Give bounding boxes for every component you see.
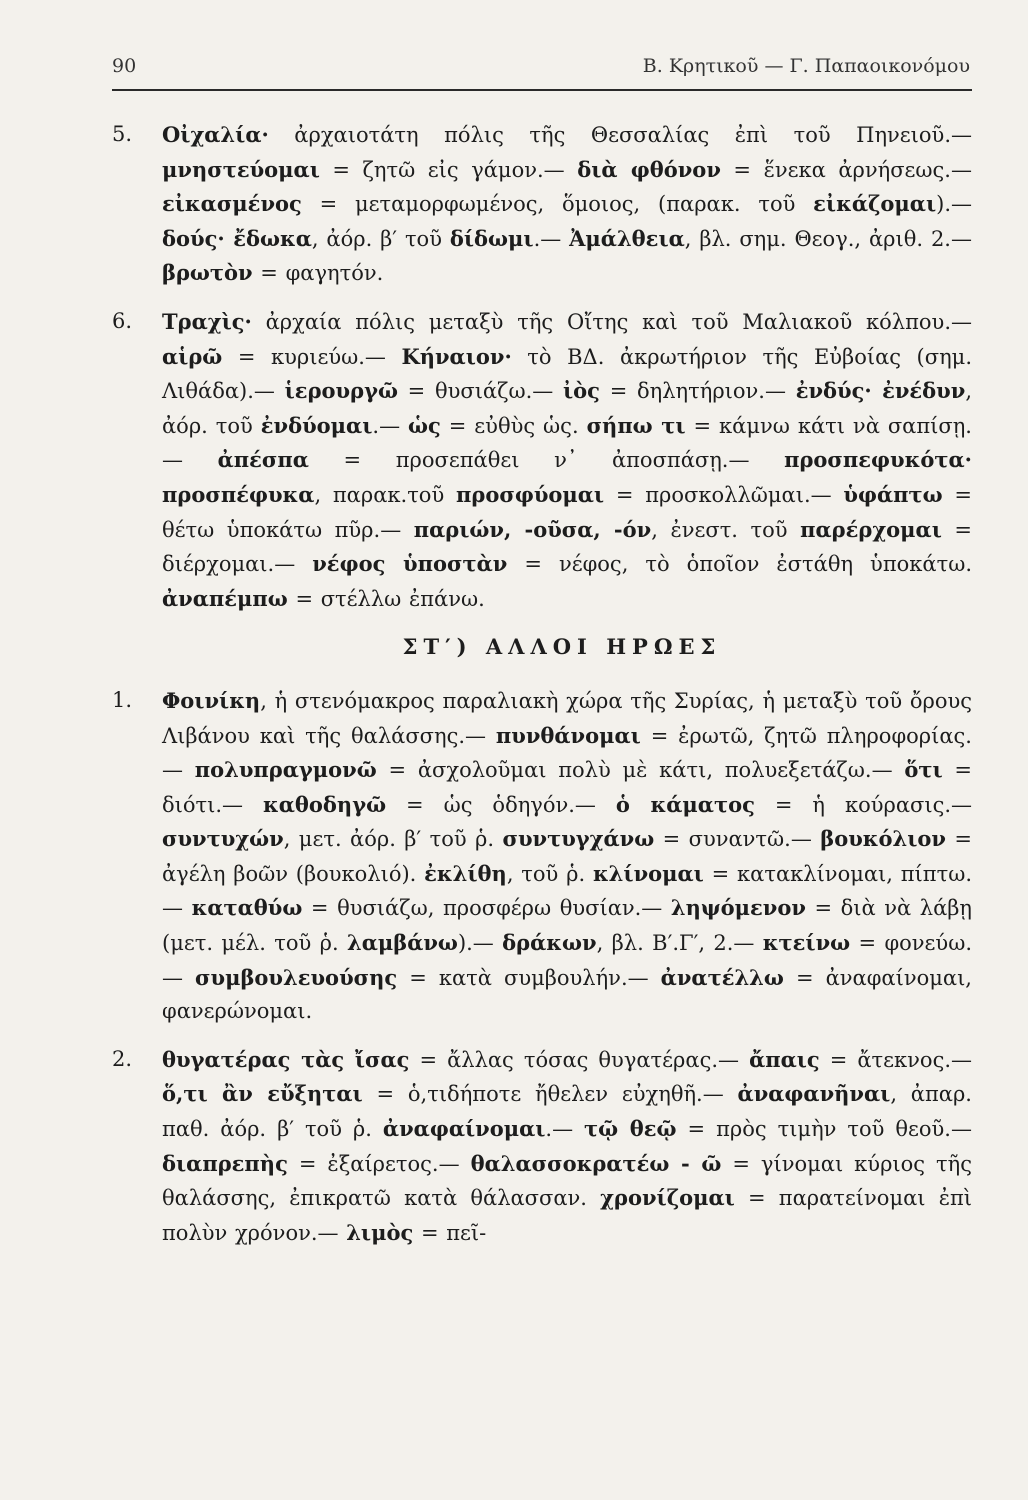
headword: ἰὸς	[563, 378, 600, 404]
section-heading: ΣΤ′) ΑΛΛΟΙ ΗΡΩΕΣ	[402, 634, 722, 660]
definition-text: = ἀσχολοῦμαι πολὺ μὲ κάτι, πολυεξετάζω.—	[376, 758, 905, 783]
definition-text: = εὐθὺς ὡς.	[440, 413, 587, 438]
section-one-entries	[112, 118, 972, 616]
definition-text: , ἀόρ. β′ τοῦ	[311, 226, 450, 251]
definition-text: = προσκολλῶμαι.—	[604, 482, 844, 507]
definition-text: .—	[545, 1117, 585, 1142]
headword: Τραχὶς·	[162, 308, 252, 334]
headword: Φοινίκη	[162, 687, 261, 713]
headword: συμβουλευούσης	[195, 964, 398, 990]
definition-text: ).—	[936, 192, 972, 217]
entry-number: 5.	[112, 122, 133, 146]
entry-number: 6.	[112, 308, 133, 333]
definition-text: ἀρχαία πόλις μεταξὺ τῆς Οἴτης καὶ τοῦ Μαλιακοῦ κόλπου.—	[251, 309, 972, 334]
definition-text: , βλ. σημ. Θεογ., ἀριθ. 2.—	[684, 226, 972, 251]
headword: ἀναφανῆναι	[737, 1081, 891, 1107]
definition-text: = δηλητήριον.—	[599, 379, 796, 404]
headword: νέφος ὑποστὰν	[312, 551, 508, 577]
headword: λιμὸς	[346, 1219, 414, 1245]
entry-text	[162, 305, 972, 616]
definition-text: = ζητῶ εἰς γάμον.—	[319, 157, 578, 182]
headword: ἀναπέμπω	[162, 585, 288, 611]
headword: δίδωμι	[449, 225, 534, 251]
headword: ἱερουργῶ	[284, 378, 398, 404]
definition-text: = διότι.—	[162, 758, 972, 817]
headword: Κήναιον·	[401, 343, 512, 369]
headword: εἰκασμένος	[162, 191, 302, 217]
definition-text: , τοῦ ῥ.	[506, 861, 593, 886]
headword: χρονίζομαι	[600, 1185, 735, 1211]
headword: θυγατέρας τὰς ἴσας	[162, 1046, 410, 1072]
headword: ἀναφαίνομαι	[382, 1116, 546, 1142]
headword: θαλασσοκρατέω - ῶ	[470, 1150, 722, 1176]
headword: ὅτι	[904, 757, 943, 783]
definition-text: = μεταμορφωμένος, ὅμοιος, (παρακ. τοῦ	[301, 192, 814, 217]
definition-text: = ὁ,τιδήποτε ἤθελεν εὐχηθῆ.—	[362, 1082, 738, 1107]
headword: ἀνατέλλω	[660, 964, 784, 990]
entry-number: 1.	[112, 687, 133, 712]
definition-text: = θυσιάζω.—	[397, 379, 564, 404]
glossary-entry	[112, 684, 972, 1029]
definition-text: = φονεύω.—	[162, 931, 973, 990]
headword: ἐνδύς· ἐνέδυν	[795, 378, 966, 404]
headword: ληψόμενον	[670, 895, 806, 921]
definition-text: = πρὸς τιμὴν τοῦ θεοῦ.—	[676, 1117, 972, 1142]
headword: βουκόλιον	[820, 826, 946, 852]
headword: μνηστεύομαι	[162, 156, 320, 182]
definition-text: = ἄτεκνος.—	[819, 1047, 973, 1072]
headword: παριών, -οῦσα, -όν	[413, 516, 652, 542]
definition-text: = ἄλλας τόσας θυγατέρας.—	[409, 1047, 750, 1072]
definition-text: , βλ. Β′.Γ′, 2.—	[596, 931, 763, 956]
headword: Οἰχαλία·	[162, 122, 269, 147]
definition-text: .—	[372, 413, 409, 438]
glossary-entry	[112, 118, 972, 291]
definition-text: = στέλλω ἐπάνω.	[287, 586, 485, 611]
headword: αἱρῶ	[162, 343, 223, 369]
definition-text: = θέτω ὑποκάτω πῦρ.—	[162, 482, 972, 542]
headword: συντυγχάνω	[502, 826, 655, 852]
running-head: Β. Κρητικοῦ — Γ. Παπαοικονόμου	[642, 55, 970, 77]
headword: προσφύομαι	[456, 481, 605, 507]
definition-text: = προσεπάθει ν᾽ ἀποσπάσῃ.—	[308, 448, 785, 473]
definition-text: = γίνομαι κύριος τῆς θαλάσσης, ἐπικρατῶ κατὰ θάλασσαν.	[162, 1151, 973, 1211]
definition-text: , μετ. ἀόρ. β′ τοῦ ῥ.	[283, 827, 503, 852]
headword: ἐκλίθη	[424, 860, 507, 886]
definition-text: = ἐξαίρετος.—	[287, 1151, 471, 1176]
definition-text: , ἀπαρ. παθ. ἀόρ. β′ τοῦ ῥ.	[162, 1082, 972, 1142]
definition-text: ἀρχαιοτάτη πόλις τῆς Θεσσαλίας ἐπὶ τοῦ Πηνειοῦ.—	[268, 123, 972, 147]
headword: Ἀμάλθεια	[569, 225, 685, 251]
page-number: 90	[112, 55, 137, 77]
definition-text: , παρακ.τοῦ	[314, 482, 456, 507]
page-header	[112, 55, 970, 85]
definition-text: = φαγητόν.	[252, 261, 384, 286]
definition-text: = παρατείνομαι ἐπὶ πολὺν χρόνον.—	[162, 1186, 973, 1245]
definition-text: , ἐνεστ. τοῦ	[651, 517, 801, 542]
headword: πυνθάνομαι	[495, 722, 641, 748]
headword: κτείνω	[762, 930, 851, 956]
headword: διὰ φθόνον	[577, 156, 721, 182]
definition-text: = κατακλίνομαι, πίπτω.—	[162, 861, 973, 921]
headword: προσπεφυκότα· προσπέφυκα	[162, 447, 972, 507]
definition-text: = νέφος, τὸ ὁποῖον ἐστάθη ὑποκάτω.	[507, 552, 972, 577]
headword: δράκων	[502, 930, 597, 956]
headword: διαπρεπὴς	[162, 1150, 288, 1176]
definition-text: = ὡς ὁδηγόν.—	[386, 792, 616, 817]
section-two-entries	[112, 684, 972, 1251]
definition-text: = κάμνω κάτι νὰ σαπίσῃ.—	[162, 413, 972, 473]
entry-number: 2.	[112, 1046, 133, 1071]
headword: ὑφάπτω	[843, 481, 943, 507]
headword: ἀπέσπα	[217, 447, 309, 473]
headword: καθοδηγῶ	[263, 791, 387, 817]
entry-text	[162, 684, 972, 1029]
headword: εἰκάζομαι	[813, 191, 937, 217]
headword: σήπω τι	[586, 412, 686, 438]
headword: λαμβάνω	[347, 930, 458, 956]
definition-text: = διὰ νὰ λάβῃ (μετ. μέλ. τοῦ ῥ.	[162, 896, 973, 956]
definition-text: = ἡ κούρασις.—	[754, 792, 973, 817]
headword: παρέρχομαι	[800, 516, 942, 542]
headword: δούς· ἔδωκα	[162, 225, 312, 251]
headword: συντυχών	[162, 826, 284, 852]
headword: βρωτὸν	[162, 260, 253, 286]
definition-text: = ἐρωτῶ, ζητῶ πληροφορίας.—	[162, 723, 972, 783]
headword: καταθύω	[191, 895, 303, 921]
glossary-entry	[112, 305, 972, 616]
headword: ἐνδύομαι	[260, 412, 373, 438]
entry-text	[162, 118, 972, 291]
definition-text: = ἀγέλη βοῶν (βουκολιό).	[162, 827, 972, 886]
headword: τῷ θεῷ	[584, 1116, 677, 1142]
definition-text: τὸ ΒΔ. ἀκρωτήριον τῆς Εὐβοίας (σημ. Λιθάδα).—	[162, 344, 972, 404]
headword: κλίνομαι	[592, 860, 704, 886]
entry-text	[162, 1043, 972, 1251]
definition-text: = κατὰ συμβουλήν.—	[397, 965, 661, 990]
headword: ὅ,τι ἂν εὔξηται	[162, 1081, 363, 1107]
definition-text: .—	[533, 226, 570, 251]
definition-text: = κυριεύω.—	[222, 344, 402, 369]
headword: ἄπαις	[749, 1046, 820, 1072]
entries	[112, 118, 972, 1264]
definition-text: = πεῖ-	[413, 1220, 487, 1245]
headword: ὡς	[408, 412, 441, 438]
definition-text: = ἕνεκα ἀρνήσεως.—	[720, 157, 972, 182]
definition-text: = συναντῶ.—	[654, 827, 821, 852]
glossary-entry	[112, 1043, 972, 1251]
headword: ὁ κάματος	[615, 791, 755, 817]
header-rule	[112, 89, 972, 91]
definition-text: = ἀναφαίνομαι, φανερώνομαι.	[162, 965, 972, 1024]
definition-text: , ἀόρ. τοῦ	[162, 379, 973, 438]
definition-text: ).—	[457, 931, 503, 956]
definition-text: = διέρχομαι.—	[162, 517, 973, 577]
definition-text: , ἡ στενόμακρος παραλιακὴ χώρα τῆς Συρίας, ἡ μεταξὺ τοῦ ὄρους Λιβάνου καὶ τῆς θαλάσσης.—	[162, 688, 972, 748]
headword: πολυπραγμονῶ	[194, 757, 377, 783]
definition-text: = θυσιάζω, προσφέρω θυσίαν.—	[302, 896, 671, 921]
